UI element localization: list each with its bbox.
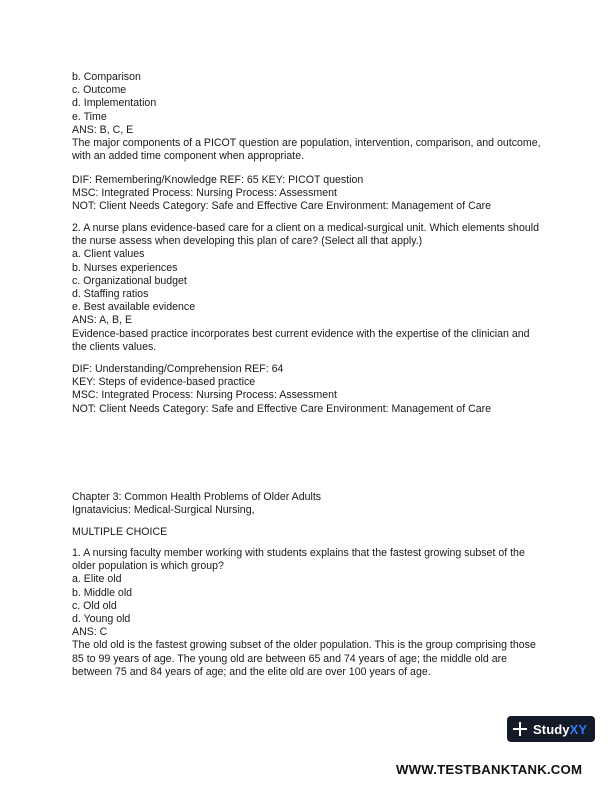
question-1-metadata	[72, 174, 542, 214]
option-e: e. Best available evidence	[72, 301, 196, 314]
option-a: a. Client values	[72, 248, 145, 261]
answer-line: ANS: C	[72, 626, 108, 639]
question-1-continued	[72, 71, 542, 163]
option-d: d. Staffing ratios	[72, 288, 149, 301]
msc-line: MSC: Integrated Process: Nursing Process: Assessment	[72, 389, 337, 402]
section-heading-block	[72, 526, 542, 539]
option-d: d. Implementation	[72, 97, 157, 110]
option-b: b. Middle old	[72, 586, 133, 599]
answer-line: ANS: B, C, E	[72, 123, 134, 136]
studyxy-logo-text	[533, 722, 587, 737]
footer-url[interactable]: WWW.TESTBANKTANK.COM	[396, 762, 583, 777]
not-line: NOT: Client Needs Category: Safe and Effective Care Environment: Management of Care	[72, 200, 492, 213]
rationale-text: Evidence-based practice incorporates best current evidence with the expertise of the clinician and the clients values.	[72, 327, 530, 353]
studyxy-badge[interactable]	[507, 716, 595, 742]
brand-accent: XY	[569, 721, 588, 737]
option-c: c. Old old	[72, 599, 117, 612]
key-line: KEY: Steps of evidence-based practice	[72, 376, 256, 389]
book-title: Ignatavicius: Medical-Surgical Nursing,	[72, 504, 255, 517]
dif-ref-key-line: DIF: Remembering/Knowledge REF: 65 KEY: PICOT question	[72, 174, 364, 186]
not-line: NOT: Client Needs Category: Safe and Effective Care Environment: Management of Care	[72, 402, 492, 415]
question-2	[72, 222, 542, 354]
answer-line: ANS: A, B, E	[72, 314, 133, 327]
dif-ref-line: DIF: Understanding/Comprehension REF: 64	[72, 363, 284, 375]
rationale-text: The old old is the fastest growing subset of the older population. This is the group comprising those 85 to 99 years of age. The young old are between 65 and 74 years of age; the middle old are between 75 and 84 years of age; and the elite old are over 100 years of age.	[72, 639, 536, 678]
question-stem: 2. A nurse plans evidence-based care for a client on a medical-surgical unit. Which elements should the nurse assess when developing this plan of care? (Select all that apply.)	[72, 222, 539, 248]
section-heading: MULTIPLE CHOICE	[72, 526, 168, 538]
option-b: b. Comparison	[72, 71, 141, 83]
option-c: c. Outcome	[72, 84, 127, 97]
plus-icon	[513, 722, 527, 736]
msc-line: MSC: Integrated Process: Nursing Process: Assessment	[72, 187, 337, 200]
option-a: a. Elite old	[72, 573, 122, 586]
option-e: e. Time	[72, 110, 107, 123]
brand-main: Study	[533, 721, 570, 737]
question-2-metadata	[72, 363, 542, 416]
rationale-text: The major components of a PICOT question are population, intervention, comparison, and outcome, with an added time component when appropriate.	[72, 137, 541, 163]
option-b: b. Nurses experiences	[72, 261, 178, 274]
chapter-header	[72, 491, 542, 517]
chapter-3-question-1	[72, 547, 542, 679]
option-c: c. Organizational budget	[72, 274, 187, 287]
option-d: d. Young old	[72, 613, 131, 626]
chapter-title: Chapter 3: Common Health Problems of Older Adults	[72, 491, 322, 503]
question-stem: 1. A nursing faculty member working with students explains that the fastest growing subset of the older population is which group?	[72, 547, 525, 573]
